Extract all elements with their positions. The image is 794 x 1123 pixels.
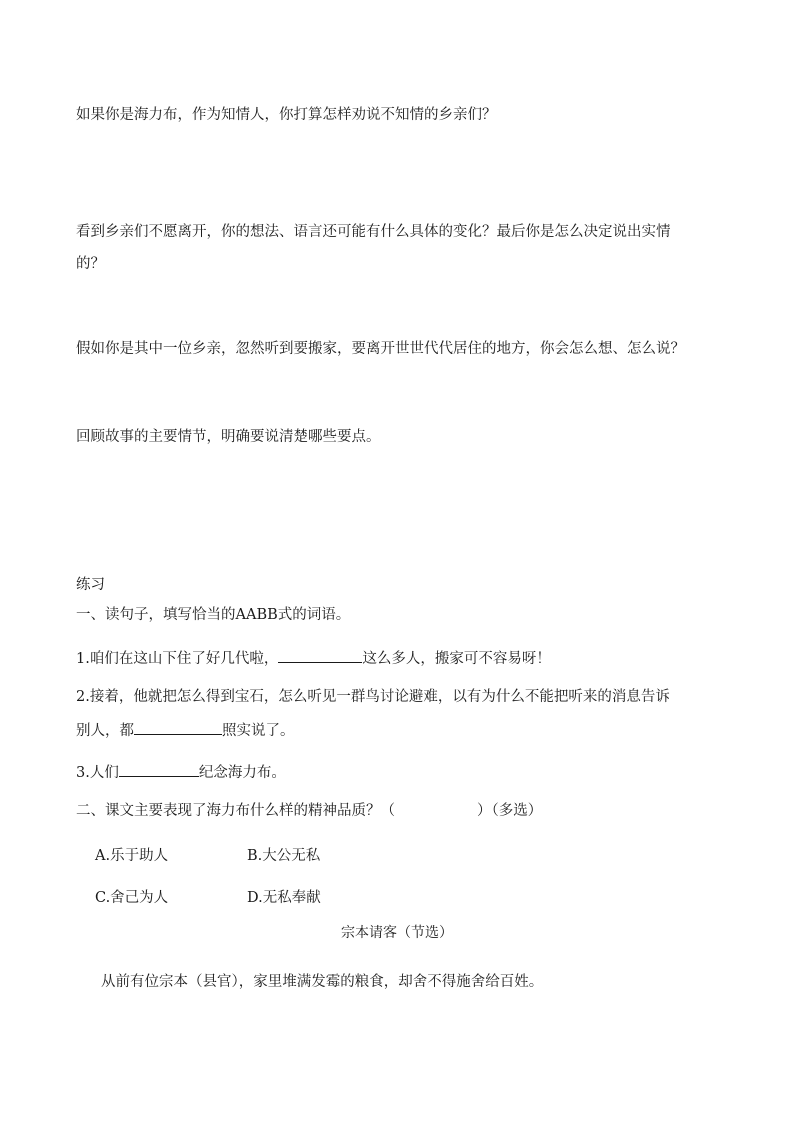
sentence-2-line-2 (76, 718, 295, 741)
practice-heading: 练习 (76, 577, 105, 593)
sentence-3-before: 3.人们 (76, 765, 119, 781)
section-1-instruction: 一、读句子，填写恰当的AABB式的词语。 (76, 607, 351, 623)
question-4: 回顾故事的主要情节，明确要说清楚哪些要点。 (76, 429, 381, 445)
sentence-3-after: 纪念海力布。 (198, 765, 286, 781)
sentence-2-after: 照实说了。 (222, 723, 295, 739)
sentence-2-line-1: 2.接着，他就把怎么得到宝石，怎么听见一群鸟讨论避难，以有为什么不能把听来的消息告诉 (76, 689, 670, 705)
sentence-1 (76, 646, 551, 669)
option-b[interactable]: B.大公无私 (247, 848, 321, 864)
sentence-1-before: 1.咱们在这山下住了好几代啦， (76, 651, 279, 667)
sentence-1-after: 这么多人，搬家可不容易呀！ (362, 651, 551, 667)
reading-paragraph-1: 从前有位宗本（县官），家里堆满发霉的粮食，却舍不得施舍给百姓。 (101, 974, 544, 990)
reading-title: 宗本请客（节选） (341, 925, 453, 941)
sentence-2-before: 别人，都 (76, 723, 134, 739)
option-c[interactable]: C.舍己为人 (95, 890, 169, 906)
section-2-question (76, 801, 542, 821)
question-2-line-2: 的？ (76, 256, 105, 272)
blank-2[interactable] (134, 718, 222, 735)
question-1: 如果你是海力布，作为知情人，你打算怎样劝说不知情的乡亲们？ (76, 107, 497, 123)
question-3: 假如你是其中一位乡亲，忽然听到要搬家，要离开世世代代居住的地方，你会怎么想、怎么说？ (76, 341, 685, 357)
sentence-3 (76, 760, 286, 783)
question-2-line-1: 看到乡亲们不愿离开，你的想法、语言还可能有什么具体的变化？最后你是怎么决定说出实情 (76, 224, 671, 240)
option-a[interactable]: A.乐于助人 (95, 848, 169, 864)
section-2-after: ）（多选） (477, 803, 543, 819)
blank-3[interactable] (119, 760, 199, 777)
section-2-before: 二、课文主要表现了海力布什么样的精神品质？（ (76, 803, 395, 819)
option-d[interactable]: D.无私奉献 (247, 890, 321, 906)
blank-1[interactable] (278, 646, 362, 663)
